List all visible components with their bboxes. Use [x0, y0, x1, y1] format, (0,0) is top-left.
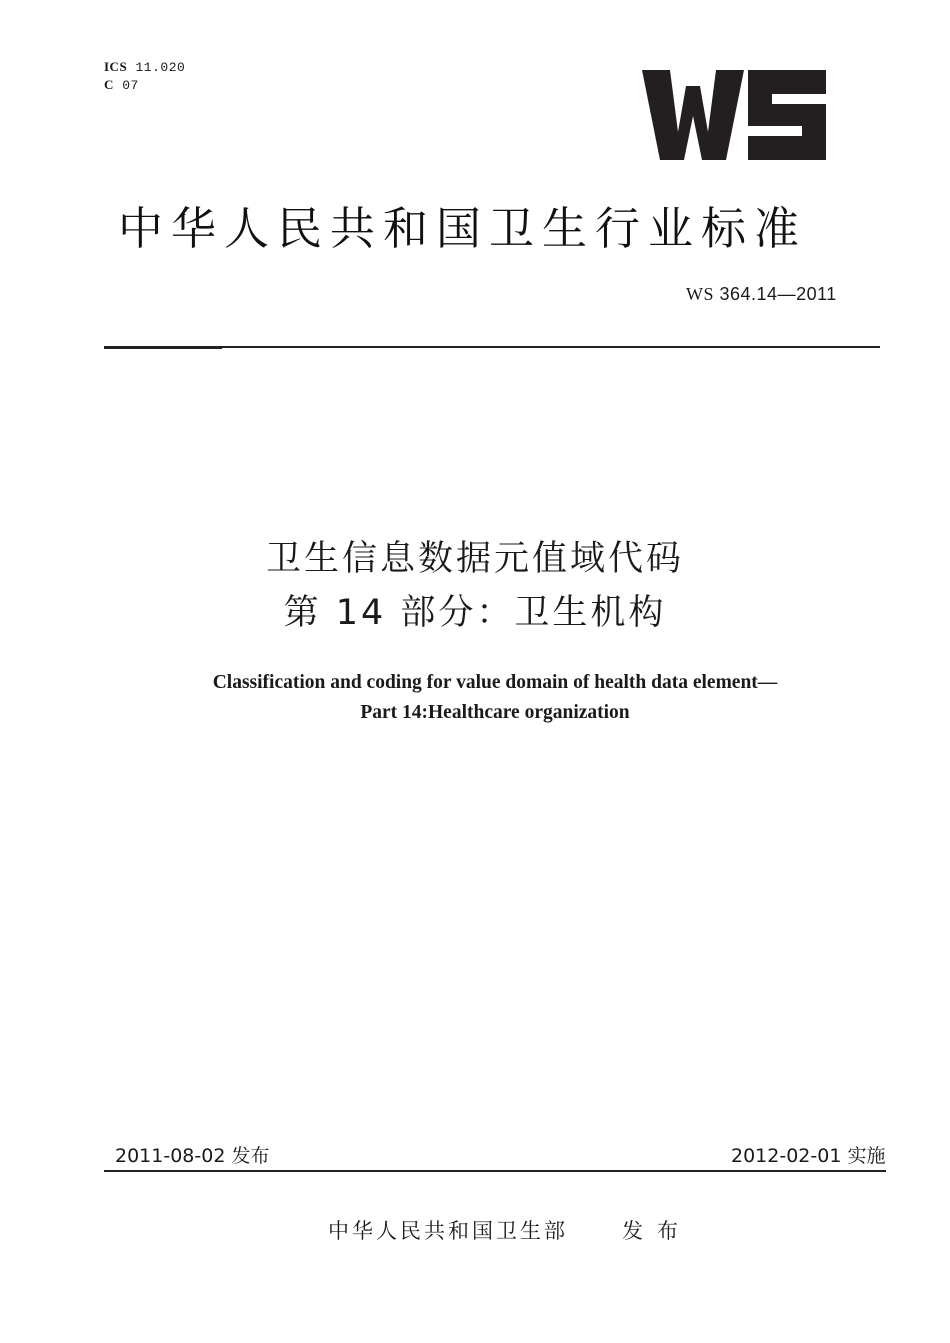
standard-family-title: 中华人民共和国卫生行业标准	[118, 202, 808, 255]
chinese-title-line-2: 第 14 部分：卫生机构	[283, 593, 667, 633]
chinese-title-line-1: 卫生信息数据元值域代码	[265, 539, 684, 579]
class-prefix: C	[104, 77, 114, 92]
effective-date: 2012-02-01 实施	[731, 1145, 886, 1167]
class-code-line	[104, 76, 185, 94]
header-divider-accent	[104, 347, 222, 349]
standard-number-value: 364.14—2011	[719, 284, 837, 304]
publish-label: 发布	[622, 1219, 692, 1243]
classification-codes	[104, 58, 185, 94]
standard-number	[686, 284, 837, 305]
ws-logo	[640, 58, 830, 170]
standard-number-prefix: WS	[686, 284, 714, 304]
footer-divider	[104, 1170, 886, 1172]
class-code: 07	[122, 78, 139, 93]
issue-date: 2011-08-02 发布	[115, 1145, 270, 1167]
english-title-line-2: Part 14:Healthcare organization	[360, 702, 630, 723]
ics-code-line	[104, 58, 185, 76]
publisher: 中华人民共和国卫生部	[328, 1219, 568, 1243]
english-title-line-1: Classification and coding for value domain of health data element—	[212, 672, 778, 693]
ics-prefix: ICS	[104, 59, 128, 74]
ics-code: 11.020	[135, 60, 186, 75]
